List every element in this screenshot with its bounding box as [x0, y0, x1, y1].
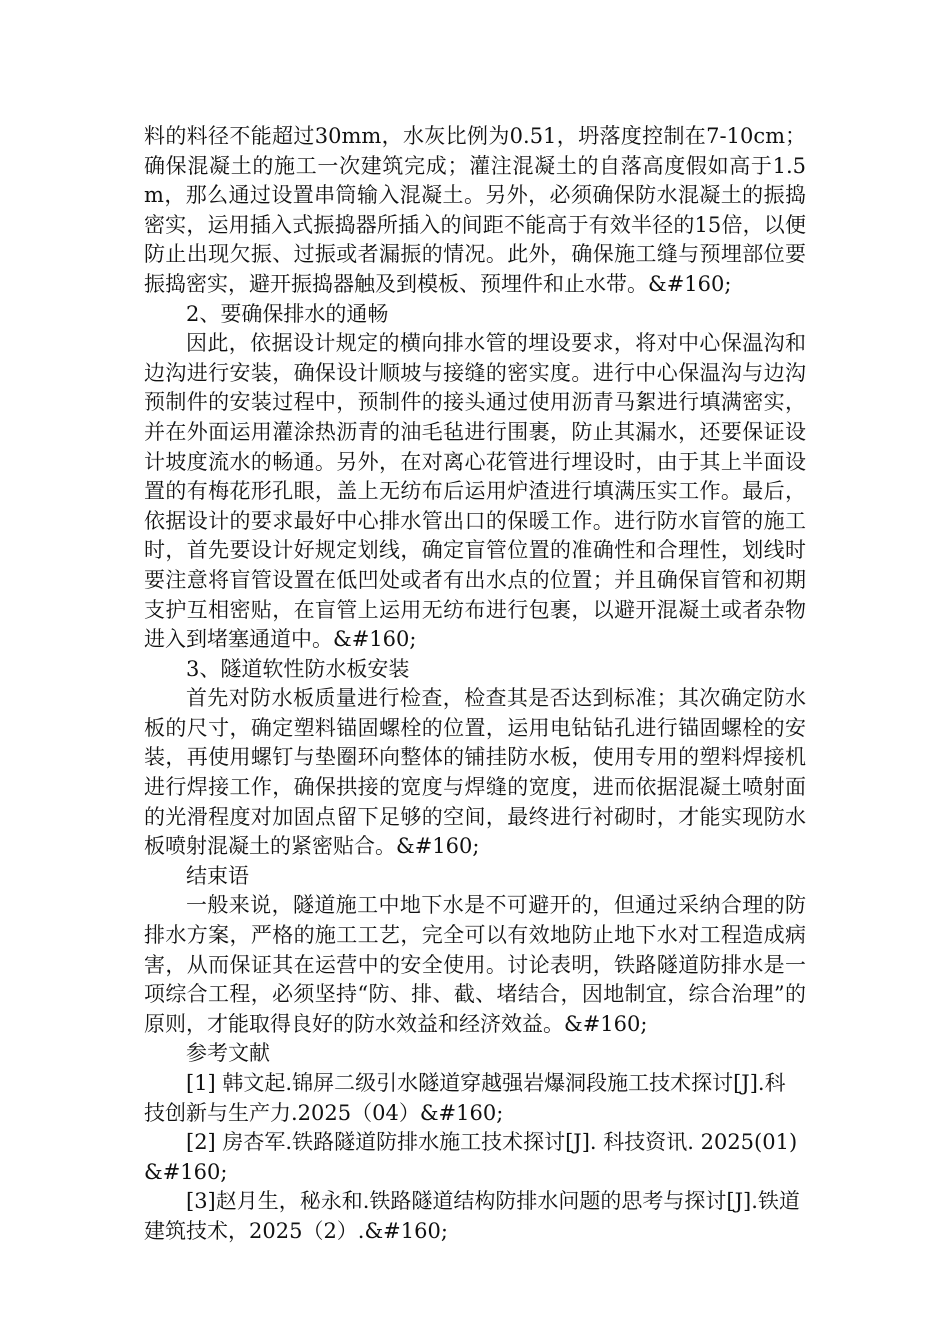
- section-heading-waterproof-board: 3、隧道软性防水板安装: [186, 656, 410, 681]
- paragraph-conclusion: 一般来说，隧道施工中地下水是不可避开的，但通过采纳合理的防排水方案，严格的施工工艺，完全可以有效地防止地下水对工程造成病害，从而保证其在运营中的安全使用。讨论表明，铁路隧道防排水是一项综合工程，必须坚持“防、排、截、堵结合，因地制宜，综合治理”的原则，才能取得良好的防水效益和经济效益。&#160;: [144, 893, 806, 1036]
- section-heading-references: 参考文献: [186, 1041, 270, 1066]
- section-heading-drainage: 2、要确保排水的通畅: [186, 301, 389, 326]
- paragraph-concrete-vibration: 料的料径不能超过30mm，水灰比例为0.51，坍落度控制在7-10cm；确保混凝土的施工一次建筑完成；灌注混凝土的自落高度假如高于1.5m，那么通过设置串筒输入混凝土。另外，必须确保防水混凝土的振捣密实，运用插入式振捣器所插入的间距不能高于有效半径的15倍，以便防止出现欠振、过振或者漏振的情况。此外，确保施工缝与预埋部位要振捣密实，避开振捣器触及到模板、预埋件和止水带。&#160;: [144, 124, 806, 296]
- reference-item-1: [1] 韩文起.锦屏二级引水隧道穿越强岩爆洞段施工技术探讨[J].科技创新与生产力.2025（04）&#160;: [144, 1071, 786, 1125]
- reference-item-3: [3]赵月生，秘永和.铁路隧道结构防排水问题的思考与探讨[J].铁道建筑技术，2025（2）.&#160;: [144, 1189, 800, 1243]
- document-page: [144, 122, 806, 1247]
- reference-item-2: [2] 房杏军.铁路隧道防排水施工技术探讨[J]. 科技资讯. 2025(01)&#160;: [144, 1130, 798, 1184]
- paragraph-waterproof-board: 首先对防水板质量进行检查，检查其是否达到标准；其次确定防水板的尺寸，确定塑料锚固螺栓的位置，运用电钻钻孔进行锚固螺栓的安装，再使用螺钉与垫圈环向整体的铺挂防水板，使用专用的塑料焊接机进行焊接工作，确保拱接的宽度与焊缝的宽度，进而依据混凝土喷射面的光滑程度对加固点留下足够的空间，最终进行衬砌时，才能实现防水板喷射混凝土的紧密贴合。&#160;: [144, 686, 806, 859]
- section-heading-conclusion: 结束语: [186, 863, 249, 888]
- paragraph-drainage: 因此，依据设计规定的横向排水管的埋设要求，将对中心保温沟和边沟进行安装，确保设计顺坡与接缝的密实度。进行中心保温沟与边沟预制件的安装过程中，预制件的接头通过使用沥青马絮进行填满密实，并在外面运用灌涂热沥青的油毛毡进行围裹，防止其漏水，还要保证设计坡度流水的畅通。另外，在对离心花管进行埋设时，由于其上半面设置的有梅花形孔眼，盖上无纺布后运用炉渣进行填满压实工作。最后，依据设计的要求最好中心排水管出口的保暖工作。进行防水盲管的施工时，首先要设计好规定划线，确定盲管位置的准确性和合理性，划线时要注意将盲管设置在低凹处或者有出水点的位置；并且确保盲管和初期支护互相密贴，在盲管上运用无纺布进行包裹，以避开混凝土或者杂物进入到堵塞通道中。&#160;: [144, 331, 806, 652]
